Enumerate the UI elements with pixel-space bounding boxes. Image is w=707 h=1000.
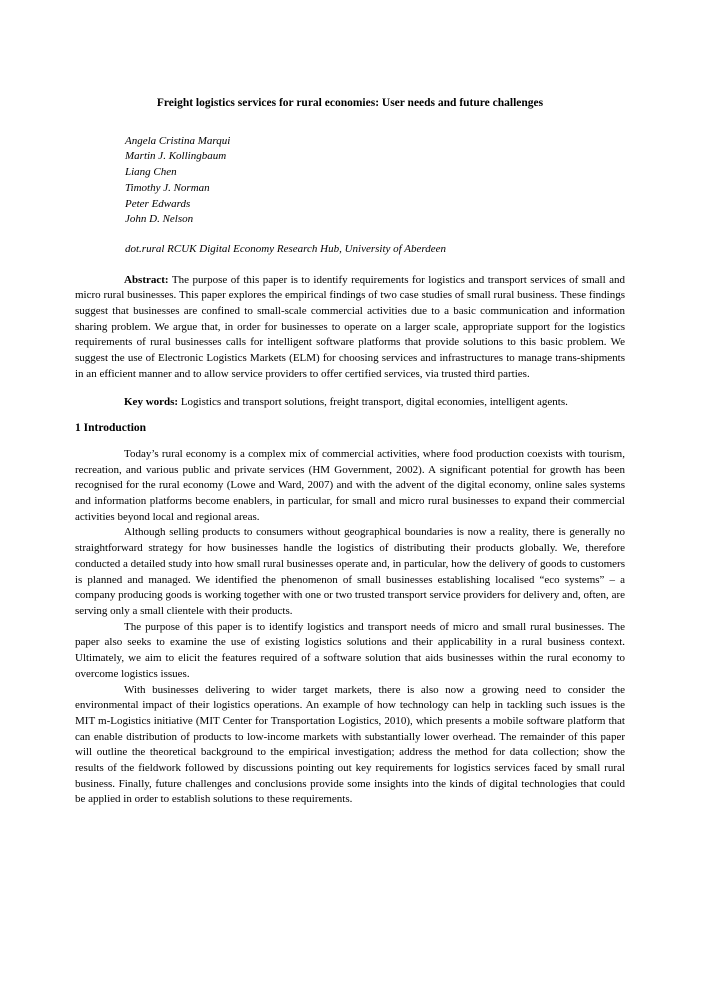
author-name: Timothy J. Norman: [125, 181, 210, 194]
author-name: Angela Cristina Marqui: [125, 134, 231, 147]
paper-title: Freight logistics services for rural economies: User needs and future challenges: [156, 97, 544, 109]
abstract-label: Abstract:: [124, 273, 169, 286]
author-list: [125, 134, 625, 228]
author-name: Peter Edwards: [125, 197, 191, 210]
keywords-label: Key words:: [124, 395, 179, 408]
author-name: Liang Chen: [125, 166, 177, 179]
keywords-text: Logistics and transport solutions, freight transport, digital economies, intelligent agents.: [180, 395, 568, 408]
intro-paragraph-1: Today’s rural economy is a complex mix of commercial activities, where food production coexists with tourism, recreation, and various public and private services (HM Government, 2002). A significant potential for growth has been recognised for the rural economy (Lowe and Ward, 2007) and with the advent of the digital economy, online sales systems and information platforms become enablers, in particular, for small and micro rural businesses to expand their commercial activities beyond local and regional areas.: [75, 447, 625, 523]
abstract-paragraph: [75, 273, 625, 383]
author-name: Martin J. Kollingbaum: [125, 150, 227, 163]
intro-paragraph-4: With businesses delivering to wider target markets, there is also now a growing need to consider the environmental impact of their logistics operations. An example of how technology can help in tackling such issues is the MIT m-Logistics initiative (MIT Center for Transportation Logistics, 2010), which presents a mobile software platform that can enable distribution of products to low-income markets with substantially lower overhead. The remainder of this paper will outline the theoretical background to the empirical investigation; address the method for data collection; show the results of the fieldwork followed by discussions pointing out key requirements for logistics services faced by small rural business. Finally, future challenges and conclusions provide some insights into the kinds of digital technologies that could be applied in order to establish solutions to these requirements.: [75, 683, 625, 806]
affiliation: dot.rural RCUK Digital Economy Research Hub, University of Aberdeen: [125, 242, 446, 255]
intro-paragraph-3: The purpose of this paper is to identify logistics and transport needs of micro and small rural businesses. The paper also seeks to examine the use of existing logistics solutions and their applicability in a rural business context. Ultimately, we aim to elicit the features required of a software solution that aids businesses within the rural economy to overcome logistics issues.: [75, 620, 625, 680]
intro-paragraph-2: Although selling products to consumers without geographical boundaries is now a reality, there is generally no straightforward strategy for how businesses handle the logistics of distributing their products globally. We, therefore conducted a detailed study into how small rural businesses operate and, in particular, how the delivery of goods to customers is planned and managed. We identified the phenomenon of small businesses establishing localised “eco systems” – a company producing goods is working together with one or two trusted transport service providers for delivery and, often, are serving only a small clientele with their products.: [75, 526, 625, 617]
abstract-text: The purpose of this paper is to identify requirements for logistics and transport services of small and micro rural businesses. This paper explores the empirical findings of two case studies of small rural business. These findings suggest that businesses are confined to small-scale commercial activities due to a basic communication and information sharing problem. We argue that, in order for businesses to operate on a larger scale, appropriate support for the logistics requirements of rural businesses calls for intelligent software platforms that provide solutions to this basic problem. We suggest the use of Electronic Logistics Markets (ELM) for choosing services and infrastructures to manage trans-shipments in an efficient manner and to allow service providers to offer certified services, via trusted third parties.: [75, 273, 625, 380]
section-heading-introduction: 1 Introduction: [75, 422, 147, 435]
author-name: John D. Nelson: [125, 213, 194, 226]
keywords-paragraph: [75, 395, 625, 411]
